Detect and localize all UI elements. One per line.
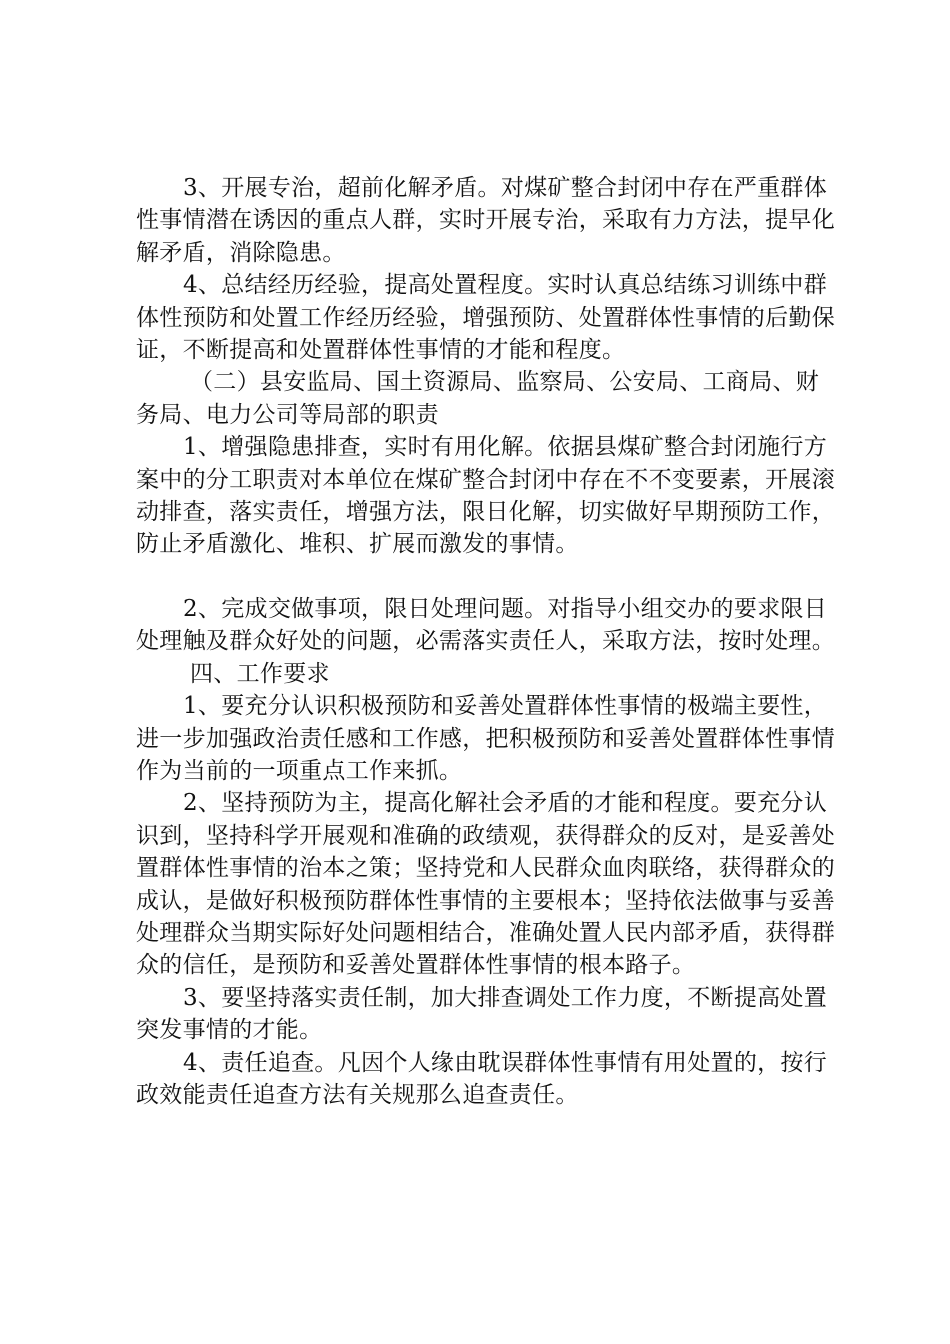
paragraph-gap: [136, 561, 836, 593]
section-heading-county-bureaus-duties: （二）县安监局、国土资源局、监察局、公安局、工商局、财务局、电力公司等局部的职责: [136, 369, 820, 428]
section-heading-work-requirements: 四、工作要求: [190, 660, 330, 687]
paragraph-4-summarize-experience: 4、总结经历经验，提高处置程度。实时认真总结练习训练中群体性预防和处置工作经历经验，增强预防、处置群体性事情的后勤保证，不断提高和处置群体性事情的才能和程度。: [136, 272, 835, 364]
paragraph-3-responsibility-system: 3、要坚持落实责任制，加大排查调处工作力度，不断提高处置突发事情的才能。: [136, 984, 828, 1044]
paragraph-2-complete-assigned-items: 2、完成交做事项，限日处理问题。对指导小组交办的要求限日处理触及群众好处的问题，必需落实责任人，采取方法，按时处理。: [136, 595, 835, 655]
paragraph-2-prevention-first: 2、坚持预防为主，提高化解社会矛盾的才能和程度。要充分认识到，坚持科学开展观和准确的政绩观，获得群众的反对，是妥善处置群体性事情的治本之策；坚持党和人民群众血肉联络，获得群众的成认，是做好积极预防群体性事情的主要根本；坚持依法做事与妥善处理群众当期实际好处问题相结合，准确处置人民内部矛盾，获得群众的信任，是预防和妥善处置群体性事情的根本路子。: [136, 790, 835, 979]
paragraph-3-special-governance: 3、开展专治，超前化解矛盾。对煤矿整合封闭中存在严重群体性事情潜在诱因的重点人群，实时开展专治，采取有力方法，提早化解矛盾，消除隐患。: [136, 175, 835, 266]
paragraph-1-hazard-inspection: 1、增强隐患排查，实时有用化解。依据县煤矿整合封闭施行方案中的分工职责对本单位在煤矿整合封闭中存在不不变要素，开展滚动排查，落实责任，增强方法，限日化解，切实做好早期预防工作，防止矛盾激化、堆积、扩展而激发的事情。: [136, 434, 835, 558]
document-body: [136, 172, 836, 1111]
paragraph-4-accountability: 4、责任追查。凡因个人缘由耽误群体性事情有用处置的，按行政效能责任追查方法有关规那么追查责任。: [136, 1049, 828, 1108]
paragraph-1-recognize-importance: 1、要充分认识积极预防和妥善处置群体性事情的极端主要性，进一步加强政治责任感和工作感，把积极预防和妥善处置群体性事情作为当前的一项重点工作来抓。: [136, 693, 835, 784]
